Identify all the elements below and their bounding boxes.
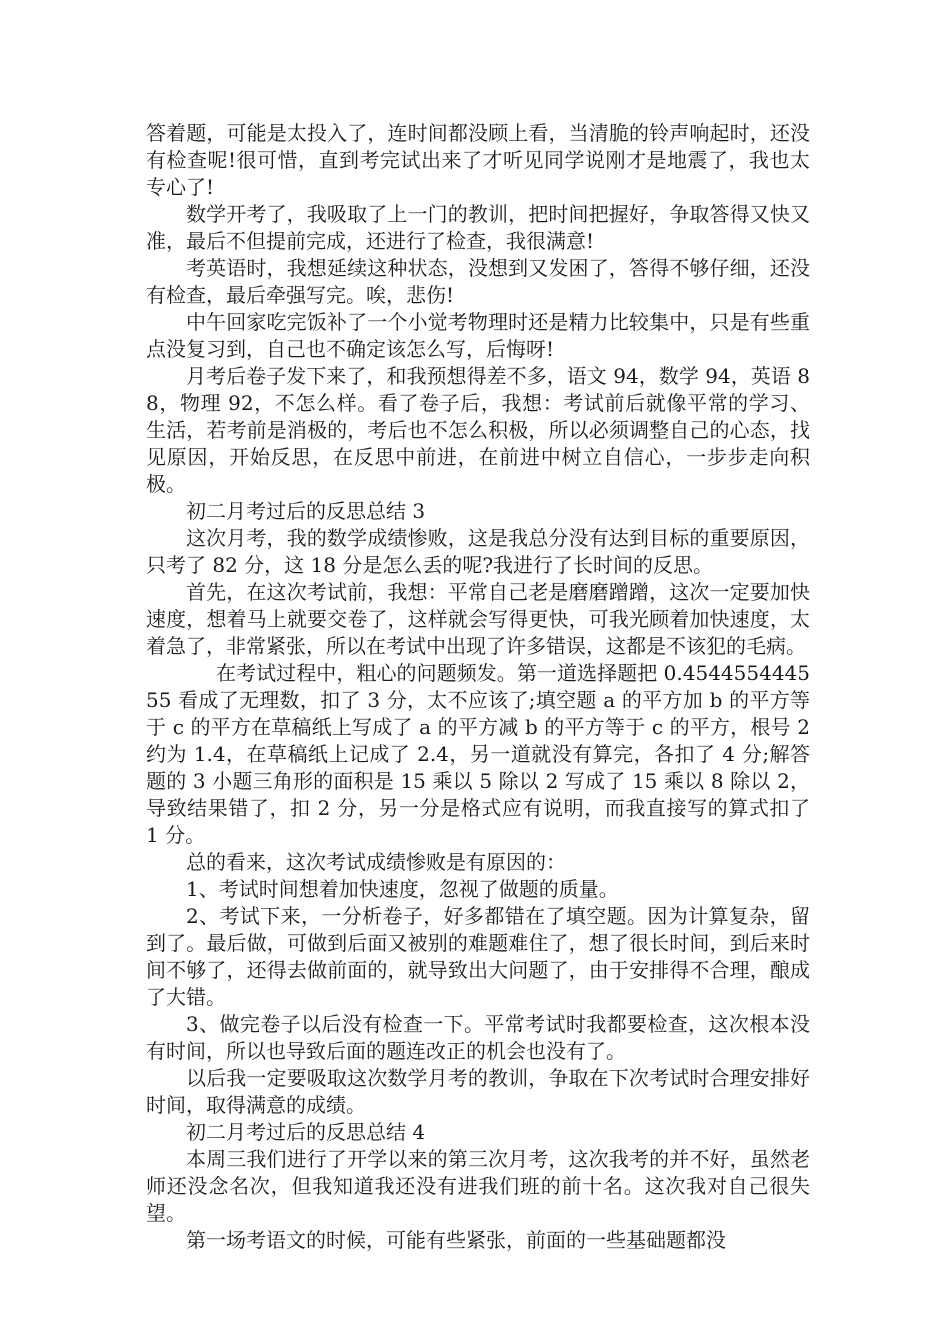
- paragraph: 考英语时，我想延续这种状态，没想到又发困了，答得不够仔细，还没有检查，最后牵强写完。唉，悲伤!: [146, 256, 810, 307]
- paragraph: 以后我一定要吸取这次数学月考的教训，争取在下次考试时合理安排好时间，取得满意的成绩。: [146, 1066, 810, 1117]
- list-item: 2、考试下来，一分析卷子，好多都错在了填空题。因为计算复杂，留到了。最后做，可做到后面又被别的难题难住了，想了很长时间，到后来时间不够了，还得去做前面的，就导致出大问题了，由于安排得不合理，酿成了大错。: [146, 904, 810, 1009]
- paragraph: 月考后卷子发下来了，和我预想得差不多，语文 94，数学 94，英语 88，物理 92，不怎么样。看了卷子后，我想：考试前后就像平常的学习、生活，若考前是消极的，考后也不怎么积极，所以必须调整自己的心态，找见原因，开始反思，在反思中前进，在前进中树立自信心，一步步走向积极。: [146, 364, 810, 496]
- paragraph: 第一场考语文的时候，可能有些紧张，前面的一些基础题都没: [186, 1228, 726, 1252]
- paragraph: 本周三我们进行了开学以来的第三次月考，这次我考的并不好，虽然老师还没念名次，但我知道我还没有进我们班的前十名。这次我对自己很失望。: [146, 1147, 810, 1225]
- list-item: 1、考试时间想着加快速度，忽视了做题的质量。: [186, 877, 619, 901]
- document-page: [146, 120, 810, 1254]
- section-heading: 初二月考过后的反思总结 4: [186, 1120, 426, 1144]
- section-heading: 初二月考过后的反思总结 3: [186, 499, 426, 523]
- paragraph: 总的看来，这次考试成绩惨败是有原因的：: [186, 850, 566, 874]
- paragraph: 首先，在这次考试前，我想：平常自己老是磨磨蹭蹭，这次一定要加快速度，想着马上就要交卷了，这样就会写得更快，可我光顾着加快速度，太着急了，非常紧张，所以在考试中出现了许多错误，这都是不该犯的毛病。: [146, 580, 810, 658]
- paragraph: 答着题，可能是太投入了，连时间都没顾上看，当清脆的铃声响起时，还没有检查呢!很可惜，直到考完试出来了才听见同学说刚才是地震了，我也太专心了!: [146, 121, 810, 199]
- list-item: 3、做完卷子以后没有检查一下。平常考试时我都要检查，这次根本没有时间，所以也导致后面的题连改正的机会也没有了。: [146, 1012, 810, 1063]
- paragraph: 数学开考了，我吸取了上一门的教训，把时间把握好，争取答得又快又准，最后不但提前完成，还进行了检查，我很满意!: [146, 202, 810, 253]
- paragraph: 这次月考，我的数学成绩惨败，这是我总分没有达到目标的重要原因，只考了 82 分，这 18 分是怎么丢的呢?我进行了长时间的反思。: [146, 526, 810, 577]
- paragraph: 在考试过程中，粗心的问题频发。第一道选择题把 0.454455444555 看成了无理数，扣了 3 分，太不应该了;填空题 a 的平方加 b 的平方等于 c 的平方在草稿纸上写成了 a 的平方减 b 的平方等于 c 的平方，根号 2 约为 1.4，在草稿纸上记成了 2.4，另一道就没有算完，各扣了 4 分;解答题的 3 小题三角形的面积是 15 乘以 5 除以 2 写成了 15 乘以 8 除以 2，导致结果错了，扣 2 分，另一分是格式应有说明，而我直接写的算式扣了 1 分。: [146, 661, 810, 847]
- paragraph: 中午回家吃完饭补了一个小觉考物理时还是精力比较集中，只是有些重点没复习到，自己也不确定该怎么写，后悔呀!: [146, 310, 810, 361]
